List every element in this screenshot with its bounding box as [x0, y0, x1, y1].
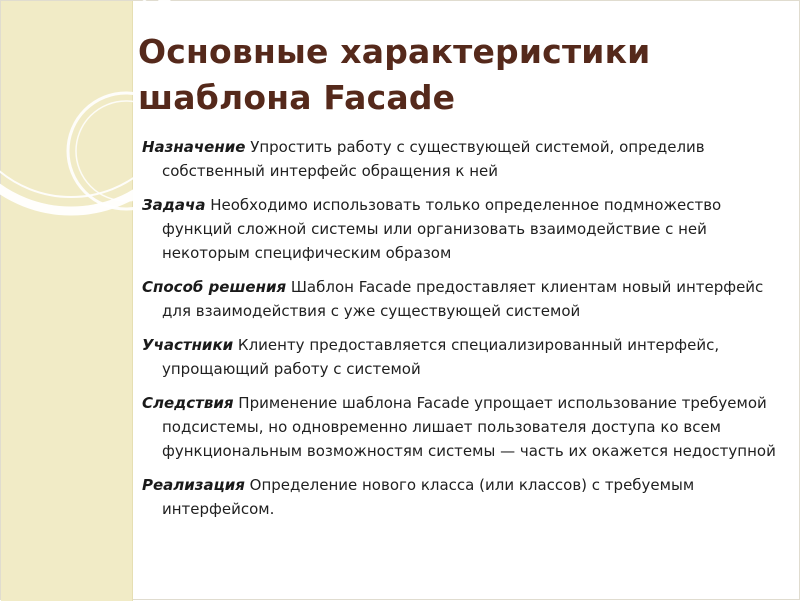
item-text: Необходимо использовать только определенное подмножество функций сложной системы или организовать взаимодействие с ней некоторым специфическим образом [162, 196, 722, 262]
list-item-implementation [142, 473, 782, 521]
item-text: Определение нового класса (или классов) с требуемым интерфейсом. [162, 476, 695, 518]
item-term: Задача [142, 196, 206, 214]
list-item-solution [142, 275, 782, 323]
slide-title [138, 29, 778, 121]
item-text: Упростить работу с существующей системой, определив собственный интерфейс обращения к ней [162, 138, 705, 180]
title-line-2: шаблона Facade [138, 78, 456, 118]
item-text: Клиенту предоставляется специализированный интерфейс, упрощающий работу с системой [162, 336, 720, 378]
item-term: Участники [142, 336, 234, 354]
item-term: Способ решения [142, 278, 287, 296]
title-line-1: Основные характеристики [138, 32, 651, 71]
item-text: Применение шаблона Facade упрощает использование требуемой подсистемы, но одновременно лишает пользователя доступа ко всем функциональным возможностям системы — часть их окажется недоступной [162, 394, 776, 460]
item-term: Реализация [142, 476, 245, 494]
list-item-consequences [142, 391, 782, 463]
item-term: Назначение [142, 138, 246, 156]
item-term: Следствия [142, 394, 234, 412]
list-item-task [142, 193, 782, 265]
characteristics-list [142, 135, 782, 521]
item-text: Шаблон Facade предоставляет клиентам новый интерфейс для взаимодействия с уже существующей системой [162, 278, 764, 320]
list-item-participants [142, 333, 782, 381]
list-item-purpose [142, 135, 782, 183]
